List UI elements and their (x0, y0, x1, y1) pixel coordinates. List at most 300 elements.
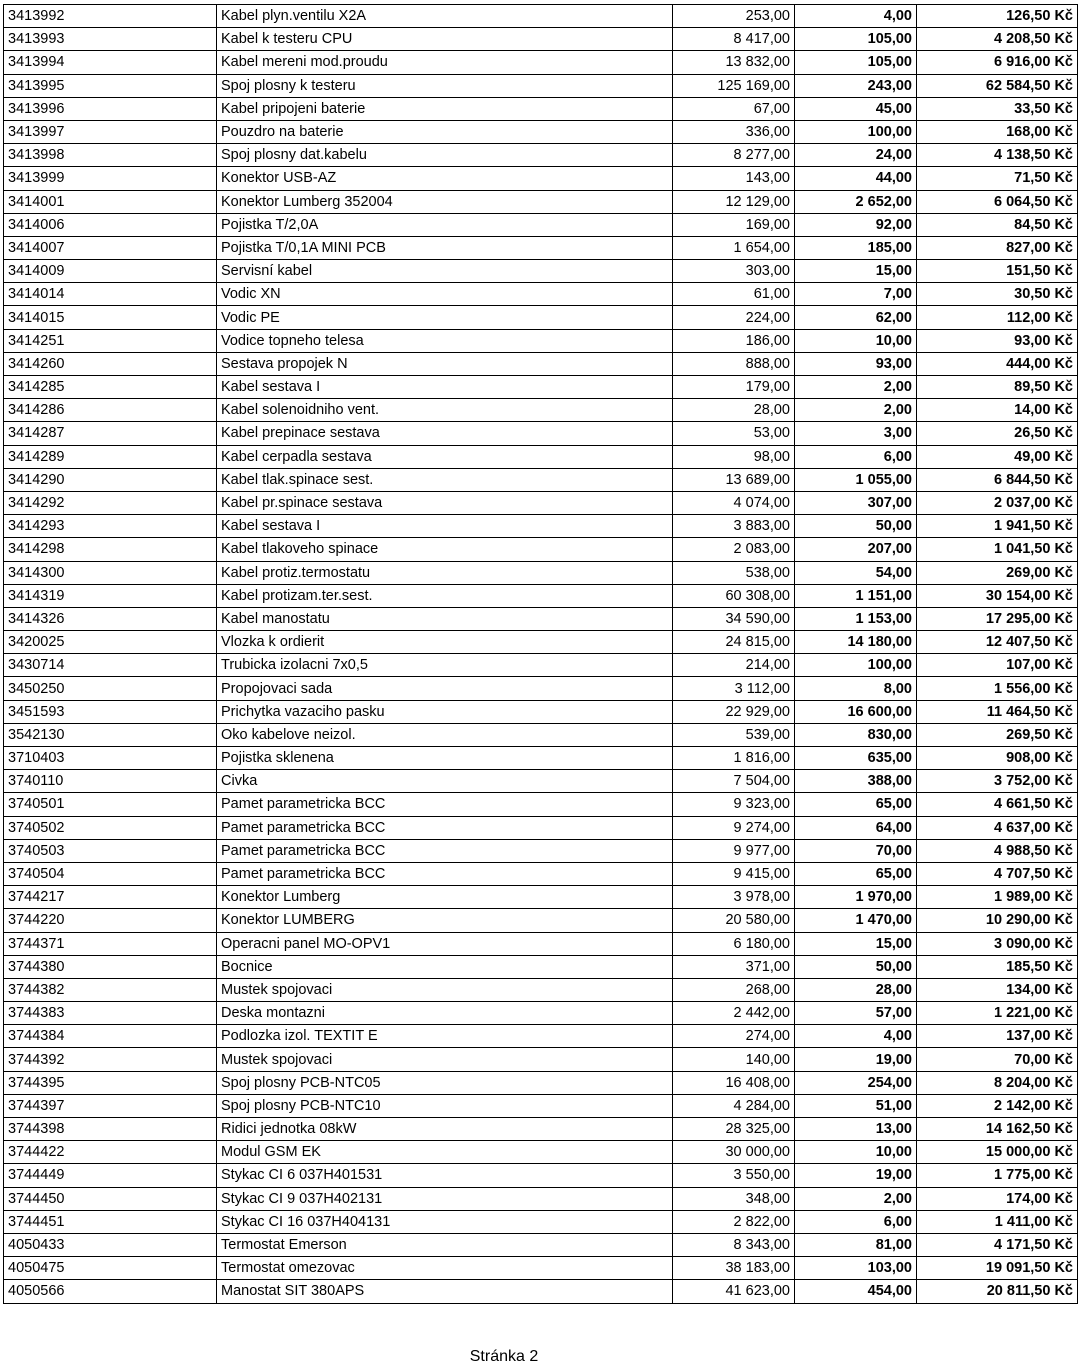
item-total: 26,50 Kč (917, 422, 1078, 445)
item-quantity: 30 000,00 (673, 1141, 795, 1164)
item-price: 28,00 (795, 978, 917, 1001)
item-code: 3740504 (4, 862, 217, 885)
table-row (4, 607, 1078, 630)
item-name: Vodice topneho telesa (217, 329, 673, 352)
item-code: 3414285 (4, 376, 217, 399)
item-price: 454,00 (795, 1280, 917, 1303)
item-name: Oko kabelove neizol. (217, 723, 673, 746)
item-quantity: 179,00 (673, 376, 795, 399)
item-quantity: 53,00 (673, 422, 795, 445)
table-row (4, 631, 1078, 654)
item-code: 3414287 (4, 422, 217, 445)
item-name: Pamet parametricka BCC (217, 793, 673, 816)
table-row (4, 1071, 1078, 1094)
item-name: Kabel k testeru CPU (217, 28, 673, 51)
item-total: 174,00 Kč (917, 1187, 1078, 1210)
item-total: 827,00 Kč (917, 236, 1078, 259)
table-row (4, 1118, 1078, 1141)
item-quantity: 274,00 (673, 1025, 795, 1048)
item-total: 49,00 Kč (917, 445, 1078, 468)
item-name: Kabel protiz.termostatu (217, 561, 673, 584)
item-quantity: 3 883,00 (673, 515, 795, 538)
item-quantity: 253,00 (673, 5, 795, 28)
item-price: 4,00 (795, 5, 917, 28)
item-total: 30,50 Kč (917, 283, 1078, 306)
item-quantity: 9 977,00 (673, 839, 795, 862)
item-price: 65,00 (795, 793, 917, 816)
item-quantity: 4 284,00 (673, 1094, 795, 1117)
item-total: 14 162,50 Kč (917, 1118, 1078, 1141)
item-name: Pamet parametricka BCC (217, 839, 673, 862)
item-name: Kabel plyn.ventilu X2A (217, 5, 673, 28)
item-price: 6,00 (795, 445, 917, 468)
item-name: Spoj plosny PCB-NTC10 (217, 1094, 673, 1117)
item-total: 1 411,00 Kč (917, 1210, 1078, 1233)
item-code: 3414015 (4, 306, 217, 329)
item-price: 1 470,00 (795, 909, 917, 932)
table-row (4, 538, 1078, 561)
item-quantity: 2 822,00 (673, 1210, 795, 1233)
item-quantity: 4 074,00 (673, 491, 795, 514)
table-row (4, 1094, 1078, 1117)
table-row (4, 584, 1078, 607)
item-code: 3414290 (4, 468, 217, 491)
item-code: 3450250 (4, 677, 217, 700)
item-name: Mustek spojovaci (217, 1048, 673, 1071)
item-total: 126,50 Kč (917, 5, 1078, 28)
table-row (4, 213, 1078, 236)
item-total: 269,50 Kč (917, 723, 1078, 746)
item-price: 100,00 (795, 654, 917, 677)
item-total: 2 142,00 Kč (917, 1094, 1078, 1117)
table-row (4, 1048, 1078, 1071)
item-quantity: 371,00 (673, 955, 795, 978)
item-price: 307,00 (795, 491, 917, 514)
item-total: 444,00 Kč (917, 352, 1078, 375)
item-name: Konektor Lumberg (217, 886, 673, 909)
table-row (4, 839, 1078, 862)
item-quantity: 34 590,00 (673, 607, 795, 630)
item-quantity: 13 689,00 (673, 468, 795, 491)
item-total: 14,00 Kč (917, 399, 1078, 422)
item-quantity: 8 343,00 (673, 1233, 795, 1256)
item-price: 388,00 (795, 770, 917, 793)
item-total: 6 064,50 Kč (917, 190, 1078, 213)
item-code: 3744451 (4, 1210, 217, 1233)
item-name: Sestava propojek N (217, 352, 673, 375)
item-name: Prichytka vazaciho pasku (217, 700, 673, 723)
table-row (4, 1280, 1078, 1303)
item-price: 8,00 (795, 677, 917, 700)
item-quantity: 1 654,00 (673, 236, 795, 259)
item-name: Propojovaci sada (217, 677, 673, 700)
item-quantity: 539,00 (673, 723, 795, 746)
item-quantity: 38 183,00 (673, 1257, 795, 1280)
table-row (4, 677, 1078, 700)
item-name: Termostat omezovac (217, 1257, 673, 1280)
item-name: Ridici jednotka 08kW (217, 1118, 673, 1141)
item-total: 1 221,00 Kč (917, 1002, 1078, 1025)
item-name: Trubicka izolacni 7x0,5 (217, 654, 673, 677)
item-total: 4 637,00 Kč (917, 816, 1078, 839)
item-code: 3414300 (4, 561, 217, 584)
item-quantity: 67,00 (673, 97, 795, 120)
item-total: 1 041,50 Kč (917, 538, 1078, 561)
item-name: Konektor USB-AZ (217, 167, 673, 190)
item-code: 3414292 (4, 491, 217, 514)
item-quantity: 125 169,00 (673, 74, 795, 97)
item-total: 30 154,00 Kč (917, 584, 1078, 607)
item-code: 3744380 (4, 955, 217, 978)
table-row (4, 120, 1078, 143)
item-name: Vodic XN (217, 283, 673, 306)
item-quantity: 3 550,00 (673, 1164, 795, 1187)
item-code: 3413998 (4, 144, 217, 167)
item-name: Kabel manostatu (217, 607, 673, 630)
item-price: 1 151,00 (795, 584, 917, 607)
item-name: Pojistka T/2,0A (217, 213, 673, 236)
table-row (4, 978, 1078, 1001)
item-code: 3413999 (4, 167, 217, 190)
item-code: 3414319 (4, 584, 217, 607)
page-footer (0, 1348, 960, 1366)
item-total: 1 941,50 Kč (917, 515, 1078, 538)
item-code: 3414293 (4, 515, 217, 538)
table-row (4, 862, 1078, 885)
item-total: 8 204,00 Kč (917, 1071, 1078, 1094)
item-total: 1 989,00 Kč (917, 886, 1078, 909)
item-code: 3414260 (4, 352, 217, 375)
table-row (4, 932, 1078, 955)
item-total: 107,00 Kč (917, 654, 1078, 677)
item-name: Kabel sestava I (217, 515, 673, 538)
item-price: 15,00 (795, 932, 917, 955)
item-name: Kabel solenoidniho vent. (217, 399, 673, 422)
item-quantity: 60 308,00 (673, 584, 795, 607)
item-price: 44,00 (795, 167, 917, 190)
table-row (4, 886, 1078, 909)
item-price: 254,00 (795, 1071, 917, 1094)
table-row (4, 955, 1078, 978)
item-price: 54,00 (795, 561, 917, 584)
item-price: 7,00 (795, 283, 917, 306)
table-row (4, 260, 1078, 283)
item-quantity: 13 832,00 (673, 51, 795, 74)
item-price: 81,00 (795, 1233, 917, 1256)
item-total: 6 916,00 Kč (917, 51, 1078, 74)
item-quantity: 888,00 (673, 352, 795, 375)
item-code: 4050566 (4, 1280, 217, 1303)
item-code: 3740502 (4, 816, 217, 839)
table-row (4, 1257, 1078, 1280)
table-row (4, 352, 1078, 375)
item-name: Spoj plosny dat.kabelu (217, 144, 673, 167)
item-total: 15 000,00 Kč (917, 1141, 1078, 1164)
item-total: 2 037,00 Kč (917, 491, 1078, 514)
item-total: 1 775,00 Kč (917, 1164, 1078, 1187)
item-price: 243,00 (795, 74, 917, 97)
item-name: Modul GSM EK (217, 1141, 673, 1164)
item-code: 3744220 (4, 909, 217, 932)
item-total: 3 090,00 Kč (917, 932, 1078, 955)
item-quantity: 169,00 (673, 213, 795, 236)
item-quantity: 3 978,00 (673, 886, 795, 909)
table-row (4, 167, 1078, 190)
item-code: 3413992 (4, 5, 217, 28)
item-price: 2 652,00 (795, 190, 917, 213)
item-total: 6 844,50 Kč (917, 468, 1078, 491)
item-quantity: 9 274,00 (673, 816, 795, 839)
item-price: 92,00 (795, 213, 917, 236)
item-total: 12 407,50 Kč (917, 631, 1078, 654)
item-price: 19,00 (795, 1164, 917, 1187)
item-code: 3744392 (4, 1048, 217, 1071)
item-total: 20 811,50 Kč (917, 1280, 1078, 1303)
item-total: 84,50 Kč (917, 213, 1078, 236)
item-price: 14 180,00 (795, 631, 917, 654)
item-name: Operacni panel MO-OPV1 (217, 932, 673, 955)
item-code: 3744217 (4, 886, 217, 909)
table-row (4, 74, 1078, 97)
item-code: 3414007 (4, 236, 217, 259)
item-code: 3744382 (4, 978, 217, 1001)
item-name: Termostat Emerson (217, 1233, 673, 1256)
item-name: Spoj plosny PCB-NTC05 (217, 1071, 673, 1094)
item-total: 151,50 Kč (917, 260, 1078, 283)
item-total: 89,50 Kč (917, 376, 1078, 399)
item-code: 3740503 (4, 839, 217, 862)
item-name: Pamet parametricka BCC (217, 816, 673, 839)
item-price: 2,00 (795, 376, 917, 399)
item-total: 168,00 Kč (917, 120, 1078, 143)
table-row (4, 747, 1078, 770)
item-quantity: 2 083,00 (673, 538, 795, 561)
table-row (4, 1187, 1078, 1210)
item-quantity: 348,00 (673, 1187, 795, 1210)
item-total: 4 138,50 Kč (917, 144, 1078, 167)
item-price: 2,00 (795, 1187, 917, 1210)
table-row (4, 445, 1078, 468)
item-quantity: 16 408,00 (673, 1071, 795, 1094)
table-row (4, 1233, 1078, 1256)
item-quantity: 224,00 (673, 306, 795, 329)
table-row (4, 1164, 1078, 1187)
item-total: 93,00 Kč (917, 329, 1078, 352)
item-code: 3414006 (4, 213, 217, 236)
item-total: 19 091,50 Kč (917, 1257, 1078, 1280)
item-code: 3413997 (4, 120, 217, 143)
item-total: 70,00 Kč (917, 1048, 1078, 1071)
table-row (4, 144, 1078, 167)
item-code: 3414001 (4, 190, 217, 213)
item-code: 3744449 (4, 1164, 217, 1187)
item-price: 45,00 (795, 97, 917, 120)
table-row (4, 283, 1078, 306)
item-price: 105,00 (795, 28, 917, 51)
item-quantity: 7 504,00 (673, 770, 795, 793)
table-row (4, 5, 1078, 28)
item-name: Kabel tlakoveho spinace (217, 538, 673, 561)
item-price: 13,00 (795, 1118, 917, 1141)
item-price: 16 600,00 (795, 700, 917, 723)
item-price: 6,00 (795, 1210, 917, 1233)
item-price: 93,00 (795, 352, 917, 375)
item-quantity: 8 417,00 (673, 28, 795, 51)
item-quantity: 28,00 (673, 399, 795, 422)
item-code: 3413994 (4, 51, 217, 74)
item-price: 1 970,00 (795, 886, 917, 909)
item-table (3, 4, 1078, 1304)
item-total: 10 290,00 Kč (917, 909, 1078, 932)
item-quantity: 28 325,00 (673, 1118, 795, 1141)
item-code: 3740501 (4, 793, 217, 816)
table-row (4, 28, 1078, 51)
table-row (4, 306, 1078, 329)
item-name: Kabel protizam.ter.sest. (217, 584, 673, 607)
item-quantity: 268,00 (673, 978, 795, 1001)
table-row (4, 422, 1078, 445)
item-code: 4050433 (4, 1233, 217, 1256)
item-quantity: 22 929,00 (673, 700, 795, 723)
item-quantity: 1 816,00 (673, 747, 795, 770)
item-code: 3413996 (4, 97, 217, 120)
table-row (4, 491, 1078, 514)
item-table-body (4, 5, 1078, 1304)
item-quantity: 143,00 (673, 167, 795, 190)
item-quantity: 24 815,00 (673, 631, 795, 654)
item-name: Stykac CI 16 037H404131 (217, 1210, 673, 1233)
item-quantity: 336,00 (673, 120, 795, 143)
item-code: 3744450 (4, 1187, 217, 1210)
item-name: Civka (217, 770, 673, 793)
table-row (4, 723, 1078, 746)
table-row (4, 190, 1078, 213)
item-name: Kabel tlak.spinace sest. (217, 468, 673, 491)
item-price: 207,00 (795, 538, 917, 561)
item-name: Kabel pr.spinace sestava (217, 491, 673, 514)
item-name: Kabel cerpadla sestava (217, 445, 673, 468)
item-quantity: 12 129,00 (673, 190, 795, 213)
item-name: Bocnice (217, 955, 673, 978)
table-row (4, 1141, 1078, 1164)
item-price: 19,00 (795, 1048, 917, 1071)
item-total: 4 661,50 Kč (917, 793, 1078, 816)
item-quantity: 98,00 (673, 445, 795, 468)
item-quantity: 6 180,00 (673, 932, 795, 955)
item-code: 3414289 (4, 445, 217, 468)
item-price: 830,00 (795, 723, 917, 746)
item-name: Manostat SIT 380APS (217, 1280, 673, 1303)
item-code: 3414251 (4, 329, 217, 352)
item-total: 137,00 Kč (917, 1025, 1078, 1048)
item-code: 3744384 (4, 1025, 217, 1048)
item-quantity: 9 415,00 (673, 862, 795, 885)
table-row (4, 51, 1078, 74)
item-quantity: 140,00 (673, 1048, 795, 1071)
item-price: 10,00 (795, 329, 917, 352)
item-name: Mustek spojovaci (217, 978, 673, 1001)
item-price: 64,00 (795, 816, 917, 839)
table-row (4, 654, 1078, 677)
item-name: Konektor Lumberg 352004 (217, 190, 673, 213)
item-price: 70,00 (795, 839, 917, 862)
table-row (4, 561, 1078, 584)
item-price: 24,00 (795, 144, 917, 167)
item-price: 57,00 (795, 1002, 917, 1025)
item-name: Pouzdro na baterie (217, 120, 673, 143)
item-code: 3430714 (4, 654, 217, 677)
item-code: 3710403 (4, 747, 217, 770)
item-quantity: 8 277,00 (673, 144, 795, 167)
item-quantity: 303,00 (673, 260, 795, 283)
item-name: Konektor LUMBERG (217, 909, 673, 932)
item-price: 103,00 (795, 1257, 917, 1280)
item-code: 3413993 (4, 28, 217, 51)
item-total: 3 752,00 Kč (917, 770, 1078, 793)
table-row (4, 1210, 1078, 1233)
item-quantity: 41 623,00 (673, 1280, 795, 1303)
item-price: 1 055,00 (795, 468, 917, 491)
table-row (4, 909, 1078, 932)
item-price: 635,00 (795, 747, 917, 770)
item-code: 3744398 (4, 1118, 217, 1141)
item-total: 269,00 Kč (917, 561, 1078, 584)
item-name: Pojistka sklenena (217, 747, 673, 770)
item-name: Deska montazni (217, 1002, 673, 1025)
item-name: Spoj plosny k testeru (217, 74, 673, 97)
item-price: 62,00 (795, 306, 917, 329)
item-code: 3414298 (4, 538, 217, 561)
item-name: Kabel mereni mod.proudu (217, 51, 673, 74)
item-total: 1 556,00 Kč (917, 677, 1078, 700)
item-price: 10,00 (795, 1141, 917, 1164)
item-code: 3414326 (4, 607, 217, 630)
item-total: 4 171,50 Kč (917, 1233, 1078, 1256)
item-price: 50,00 (795, 515, 917, 538)
table-row (4, 329, 1078, 352)
item-quantity: 9 323,00 (673, 793, 795, 816)
item-name: Vlozka k ordierit (217, 631, 673, 654)
item-price: 1 153,00 (795, 607, 917, 630)
item-name: Kabel prepinace sestava (217, 422, 673, 445)
page-number: Stránka 2 (469, 1348, 539, 1365)
item-total: 185,50 Kč (917, 955, 1078, 978)
item-quantity: 61,00 (673, 283, 795, 306)
item-total: 62 584,50 Kč (917, 74, 1078, 97)
item-code: 3744383 (4, 1002, 217, 1025)
item-total: 17 295,00 Kč (917, 607, 1078, 630)
item-total: 4 988,50 Kč (917, 839, 1078, 862)
item-name: Kabel sestava I (217, 376, 673, 399)
item-code: 3414009 (4, 260, 217, 283)
item-price: 3,00 (795, 422, 917, 445)
item-quantity: 214,00 (673, 654, 795, 677)
item-code: 3451593 (4, 700, 217, 723)
item-quantity: 20 580,00 (673, 909, 795, 932)
table-row (4, 816, 1078, 839)
item-name: Pamet parametricka BCC (217, 862, 673, 885)
item-name: Podlozka izol. TEXTIT E (217, 1025, 673, 1048)
item-price: 51,00 (795, 1094, 917, 1117)
table-row (4, 1025, 1078, 1048)
item-total: 908,00 Kč (917, 747, 1078, 770)
item-code: 4050475 (4, 1257, 217, 1280)
item-quantity: 3 112,00 (673, 677, 795, 700)
item-price: 65,00 (795, 862, 917, 885)
item-name: Servisní kabel (217, 260, 673, 283)
item-price: 105,00 (795, 51, 917, 74)
table-row (4, 236, 1078, 259)
